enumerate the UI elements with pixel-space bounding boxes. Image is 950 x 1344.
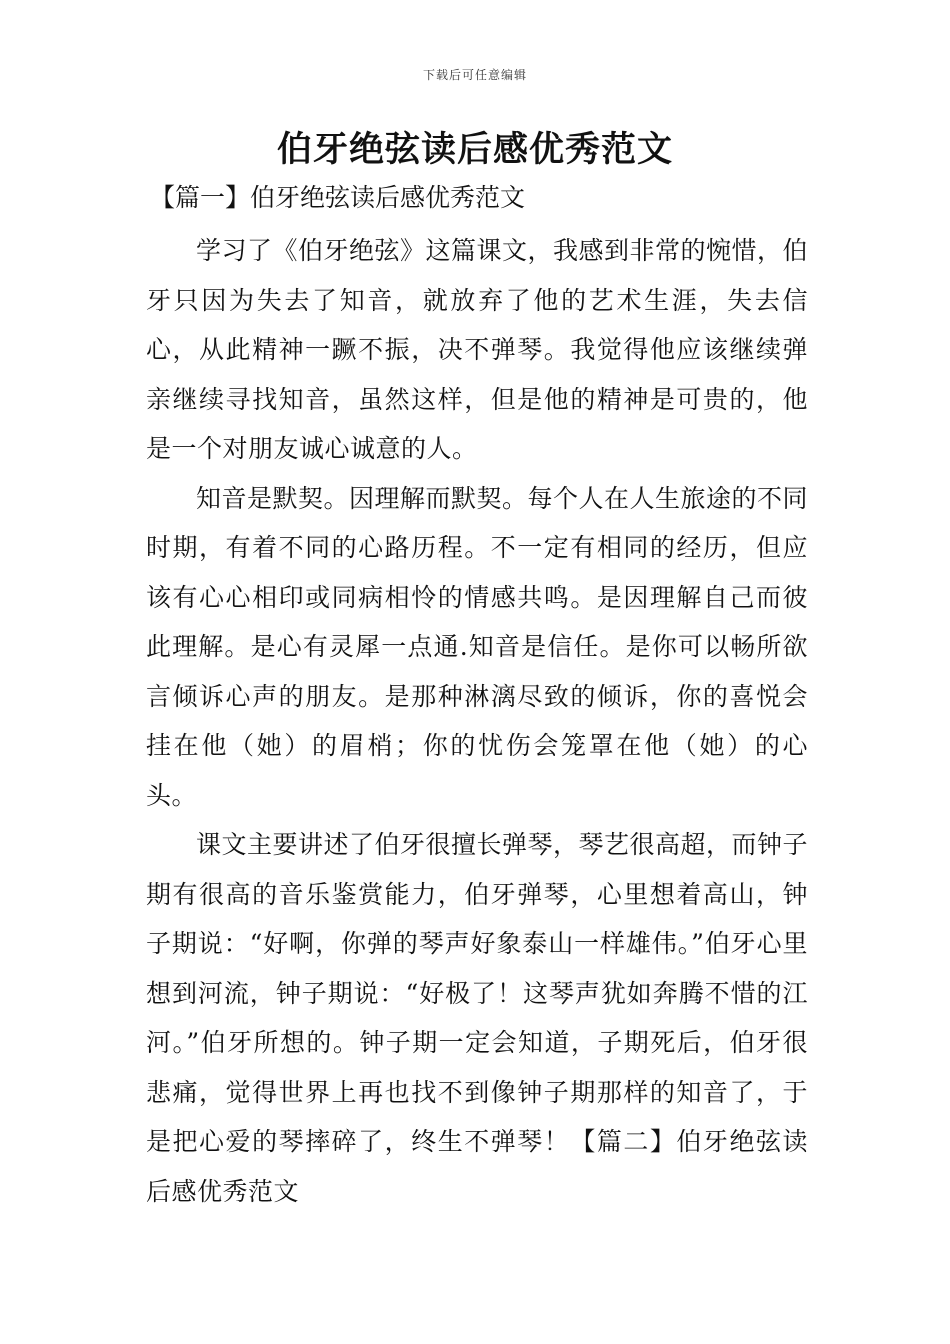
document-title: 伯牙绝弦读后感优秀范文 — [276, 130, 673, 170]
paragraph: 知音是默契。因理解而默契。每个人在人生旅途的不同时期，有着不同的心路历程。不一定有相同的经历，但应该有心心相印或同病相怜的情感共鸣。是因理解自己而彼此理解。是心有灵犀一点通.知音是信任。是你可以畅所欲言倾诉心声的朋友。是那种淋漓尽致的倾诉，你的喜悦会挂在他（她）的眉梢；你的忧伤会笼罩在他（她）的心头。 — [146, 483, 809, 810]
document-body — [146, 226, 808, 1216]
paragraph: 课文主要讲述了伯牙很擅长弹琴，琴艺很高超，而钟子期有很高的音乐鉴赏能力，伯牙弹琴，心里想着高山，钟子期说：“好啊，你弹的琴声好象泰山一样雄伟。”伯牙心里想到河流，钟子期说：“好极了！这琴声犹如奔腾不惜的江河。”伯牙所想的。钟子期一定会知道，子期死后，伯牙很悲痛，觉得世界上再也找不到像钟子期那样的知音了，于是把心爱的琴摔碎了，终生不弹琴！【篇二】伯牙绝弦读后感优秀范文 — [146, 830, 809, 1206]
paragraph: 学习了《伯牙绝弦》这篇课文，我感到非常的惋惜，伯牙只因为失去了知音，就放弃了他的艺术生涯，失去信心，从此精神一蹶不振，决不弹琴。我觉得他应该继续弹亲继续寻找知音，虽然这样，但是他的精神是可贵的，他是一个对朋友诚心诚意的人。 — [146, 236, 809, 463]
header-note: 下载后可任意编辑 — [422, 68, 527, 82]
section-heading: 【篇一】伯牙绝弦读后感优秀范文 — [150, 183, 526, 212]
